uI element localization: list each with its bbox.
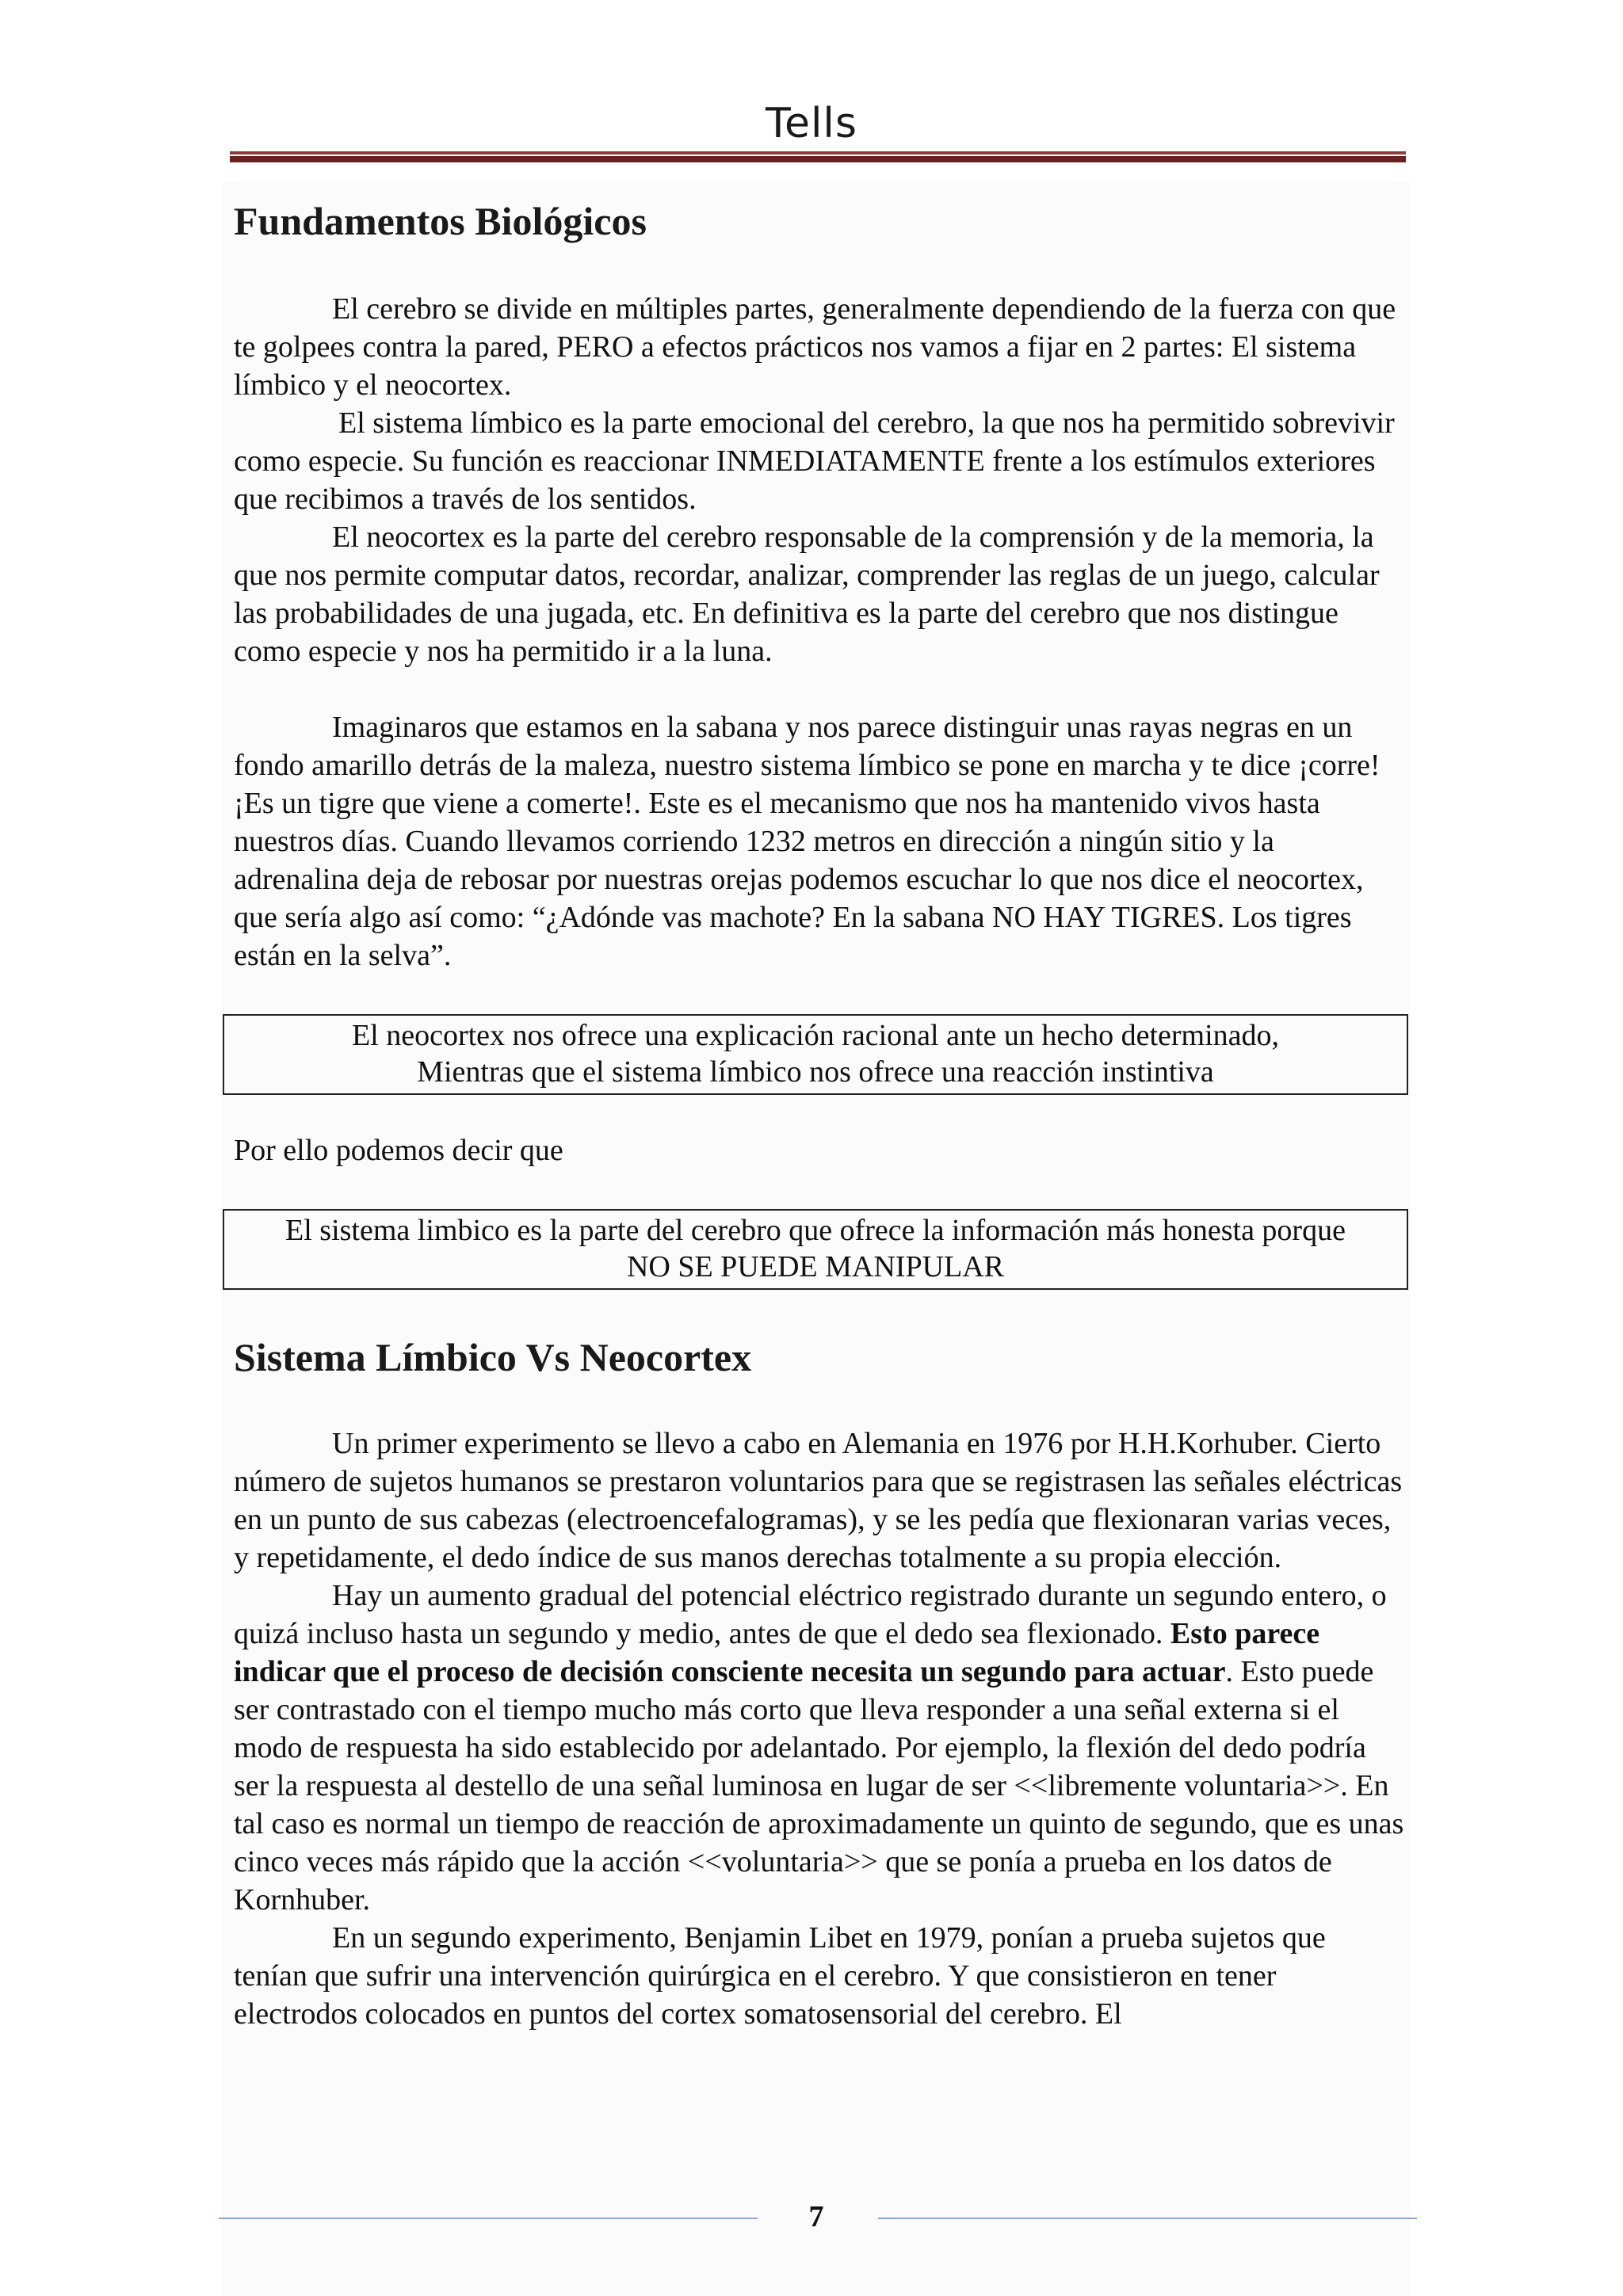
paragraph-neocortex: El neocortex es la parte del cerebro responsable de la comprensión y de la memoria, la que nos permite computar datos, recordar, analizar, comprender las reglas de un juego, calcular las probabilidades de una jugada, etc. En definitiva es la parte del cerebro que nos distingue como especie y nos ha permitido ir a la luna. (234, 521, 1380, 668)
callout-line: NO SE PUEDE MANIPULAR (626, 1250, 1005, 1283)
paragraph-cerebro-partes: El cerebro se divide en múltiples partes, generalmente dependiendo de la fuerza con que te golpees contra la pared, PERO a efectos prácticos nos vamos a fijar en 2 partes: El sistema límbico y el neocortex. (234, 292, 1396, 402)
paragraph-sistema-limbico: El sistema límbico es la parte emocional del cerebro, la que nos ha permitido sobrevivir como especie. Su función es reaccionar INMEDIATAMENTE frente a los estímulos exteriores que recibimos a través de los sentidos. (234, 406, 1395, 516)
callout-box-limbico (223, 1209, 1408, 1290)
footer-rule-right (878, 2218, 1417, 2219)
section-title-fundamentos: Fundamentos Biológicos (234, 199, 647, 243)
paragraph-potencial-electrico (234, 1577, 1407, 1919)
paragraph-sabana-tigre: Imaginaros que estamos en la sabana y nos parece distinguir unas rayas negras en un fondo amarillo detrás de la maleza, nuestro sistema límbico se pone en marcha y te dice ¡corre! ¡Es un tigre que viene a comerte!. Este es el mecanismo que nos ha mantenido vivos hasta nuestros días. Cuando llevamos corriendo 1232 metros en dirección a ningún sitio y la adrenalina deja de rebosar por nuestras orejas podemos escuchar lo que nos dice el neocortex, que sería algo así como: “¿Adónde vas machote? En la sabana NO HAY TIGRES. Los tigres están en la selva”. (234, 711, 1381, 972)
header-rule (230, 151, 1406, 154)
paragraph-por-ello: Por ello podemos decir que (234, 1134, 563, 1167)
running-header-title: Tells (766, 100, 857, 147)
page-number: 7 (808, 2200, 824, 2233)
callout-line: Mientras que el sistema límbico nos ofrece una reacción instintiva (417, 1055, 1214, 1089)
page-content (234, 198, 1407, 2033)
section-title-limbico-vs-neocortex: Sistema Límbico Vs Neocortex (234, 1335, 752, 1379)
bold-text-run: Esto parece indicar que el proceso de decisión consciente necesita un segundo para actuar (234, 1617, 1320, 1688)
header-rule-thick (230, 156, 1406, 162)
paragraph-experimento-korhuber: Un primer experimento se llevo a cabo en Alemania en 1976 por H.H.Korhuber. Cierto número de sujetos humanos se prestaron voluntarios para que se registrasen las señales eléctricas en un punto de sus cabezas (electroencefalogramas), y se les pedía que flexionaran varias veces, y repetidamente, el dedo índice de sus manos derechas totalmente a su propia elección. (234, 1427, 1403, 1574)
footer-rule-left (219, 2218, 758, 2219)
paragraph-experimento-libet: En un segundo experimento, Benjamin Libet en 1979, ponían a prueba sujetos que tenían que sufrir una intervención quirúrgica en el cerebro. Y que consistieron en tener electrodos colocados en puntos del cortex somatosensorial del cerebro. El (234, 1921, 1326, 2031)
text-run: Hay un aumento gradual del potencial eléctrico registrado durante un segundo entero, o quizá incluso hasta un segundo y medio, antes de que el dedo sea flexionado. (234, 1579, 1387, 1650)
callout-box-neocortex (223, 1014, 1408, 1095)
text-run: . Esto puede ser contrastado con el tiempo mucho más corto que lleva responder a una señal externa si el modo de respuesta ha sido establecido por adelantado. Por ejemplo, la flexión del dedo podría ser la respuesta al destello de una señal luminosa en lugar de ser <<libremente voluntaria>>. En tal caso es normal un tiempo de reacción de aproximadamente un quinto de segundo, que es unas cinco veces más rápido que la acción <<voluntaria>> que se ponía a prueba en los datos de Kornhuber. (234, 1655, 1404, 1917)
callout-line: El sistema limbico es la parte del cerebro que ofrece la información más honesta porque (285, 1214, 1346, 1247)
callout-line: El neocortex nos ofrece una explicación racional ante un hecho determinado, (351, 1019, 1280, 1052)
